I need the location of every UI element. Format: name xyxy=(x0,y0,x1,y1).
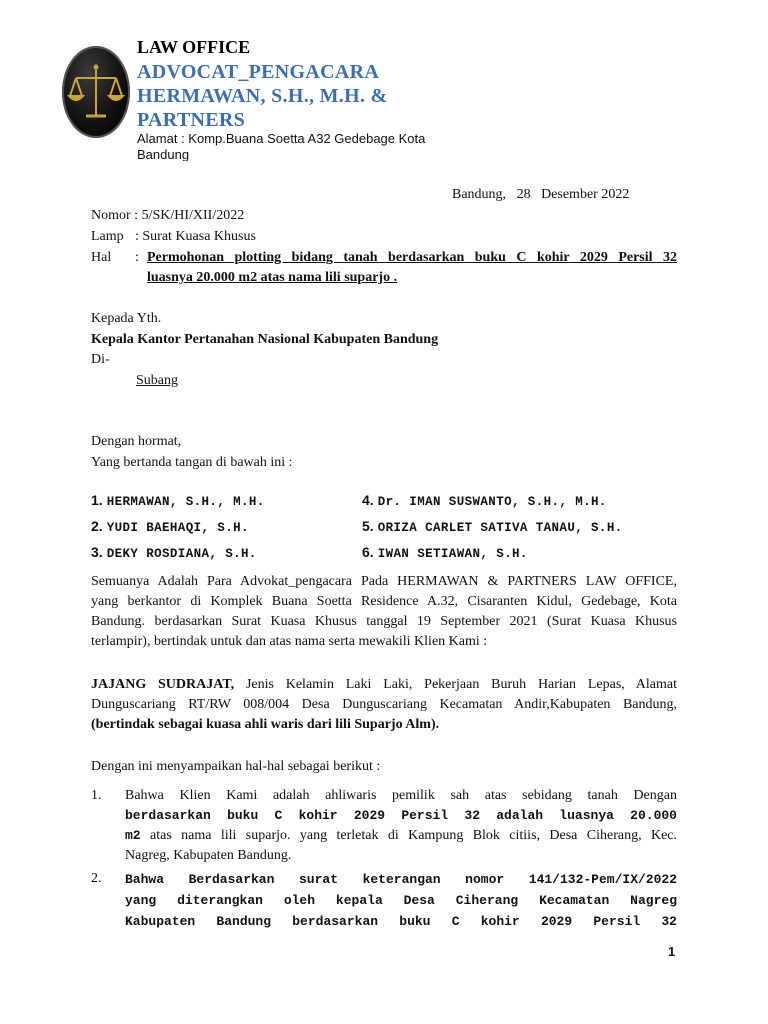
statement-intro: Dengan ini menyampaikan hal-hal sebagai berikut : xyxy=(91,759,381,774)
lamp-value-row xyxy=(135,227,256,247)
signatory-name: DEKY ROSDIANA, S.H. xyxy=(106,547,257,561)
list-item: 2. YUDI BAEHAQI, S.H. xyxy=(91,518,249,535)
signatory-name: YUDI BAEHAQI, S.H. xyxy=(106,521,249,535)
signatory-list-right xyxy=(362,492,623,570)
recipient-di: Di- xyxy=(91,352,110,367)
hal-subject-line-1: Permohonan plotting bidang tanah berdasarkan buku C kohir 2029 Persil 32 xyxy=(147,250,677,265)
hal-subject-line-2: luasnya 20.000 m2 atas nama lili suparjo . xyxy=(147,270,398,285)
signatory-name: ORIZA CARLET SATIVA TANAU, S.H. xyxy=(377,521,623,535)
lamp-label: Lamp xyxy=(91,229,124,244)
item-1-number: 1. xyxy=(91,788,102,803)
mandate-paragraph: Semuanya Adalah Para Advokat_pengacara Pada HERMAWAN & PARTNERS LAW OFFICE, yang berkantor di Komplek Buana Soetta Residence A.32, Cisaranten Kidul, Gedebage, Kota Bandung. berdasarkan Surat Kuasa Khusus tanggal 19 September 2021 (Surat Kuasa Khusus terlampir), bertindak untuk dan atas nama serta mewakili Klien Kami : xyxy=(91,574,677,649)
list-item: 1. HERMAWAN, S.H., M.H. xyxy=(91,492,265,509)
list-item: 3. DEKY ROSDIANA, S.H. xyxy=(91,544,257,561)
letter-date xyxy=(452,185,629,205)
nomor-value: 5/SK/HI/XII/2022 xyxy=(141,208,245,223)
kepada-yth: Kepada Yth. xyxy=(91,311,162,326)
firm-name-line-2: HERMAWAN, S.H., M.H. & xyxy=(137,85,388,107)
signatory-name: IWAN SETIAWAN, S.H. xyxy=(377,547,528,561)
recipient-place: Subang xyxy=(136,373,178,388)
greeting: Dengan hormat, xyxy=(91,434,182,449)
lamp-colon: : xyxy=(135,229,139,244)
office-address xyxy=(137,131,437,161)
client-name: JAJANG SUDRAJAT, xyxy=(91,677,235,692)
lamp-row xyxy=(91,227,124,247)
nomor-label: Nomor : xyxy=(91,208,139,223)
hal-label: Hal xyxy=(91,250,112,265)
date-day: 28 xyxy=(516,187,531,202)
list-item: 6. IWAN SETIAWAN, S.H. xyxy=(362,544,528,561)
recipient-name: Kepala Kantor Pertanahan Nasional Kabupaten Bandung xyxy=(91,332,439,347)
hal-colon: : xyxy=(135,250,139,265)
signatory-list-left xyxy=(91,492,265,570)
client-paragraph: JAJANG SUDRAJAT, Jenis Kelamin Laki Laki, Pekerjaan Buruh Harian Lepas, Alamat Dunguscariang RT/RW 008/004 Desa Dunguscariang Kecamatan Andir,Kabupaten Bandung, (bertindak sebagai kuasa ahli waris dari lili Suparjo Alm). xyxy=(91,677,678,732)
signatory-name: Dr. IMAN SUSWANTO, S.H., M.H. xyxy=(377,495,607,509)
office-address-line-1: Alamat : Komp.Buana Soetta A32 Gedebage Kota xyxy=(137,131,426,146)
office-address-line-2: Bandung xyxy=(137,147,190,161)
firm-name-line-1: ADVOCAT_PENGACARA xyxy=(137,61,380,83)
firm-name-line-3: PARTNERS xyxy=(137,109,246,131)
item-2-number: 2. xyxy=(91,871,102,886)
signatory-name: HERMAWAN, S.H., M.H. xyxy=(106,495,265,509)
lamp-value: Surat Kuasa Khusus xyxy=(142,229,256,244)
signatory-intro: Yang bertanda tangan di bawah ini : xyxy=(91,455,293,470)
scales-of-justice-icon xyxy=(62,46,130,138)
list-item: 5. ORIZA CARLET SATIVA TANAU, S.H. xyxy=(362,518,623,535)
law-office-heading: LAW OFFICE xyxy=(137,37,251,57)
nomor-row xyxy=(91,206,244,226)
page-number: 1 xyxy=(668,944,676,959)
date-month-year: Desember 2022 xyxy=(541,187,630,202)
date-city: Bandung, xyxy=(452,187,507,202)
list-item: 4. Dr. IMAN SUSWANTO, S.H., M.H. xyxy=(362,492,607,509)
item-2-text: Bahwa Berdasarkan surat keterangan nomor 141/132-Pem/IX/2022 yang diterangkan oleh kepala Desa Ciherang Kecamatan Nagreg Kabupaten Bandung berdasarkan buku C kohir 2029 Persil 32 xyxy=(125,872,677,929)
law-office-logo xyxy=(62,46,130,138)
item-1-text: Bahwa Klien Kami adalah ahliwaris pemilik sah atas sebidang tanah Dengan berdasarkan buku C kohir 2029 Persil 32 adalah luasnya 20.000 m2 atas nama lili suparjo. yang terletak di Kampung Blok citiis, Desa Ciherang, Kec. Nagreg, Kabupaten Bandung. xyxy=(125,788,678,863)
